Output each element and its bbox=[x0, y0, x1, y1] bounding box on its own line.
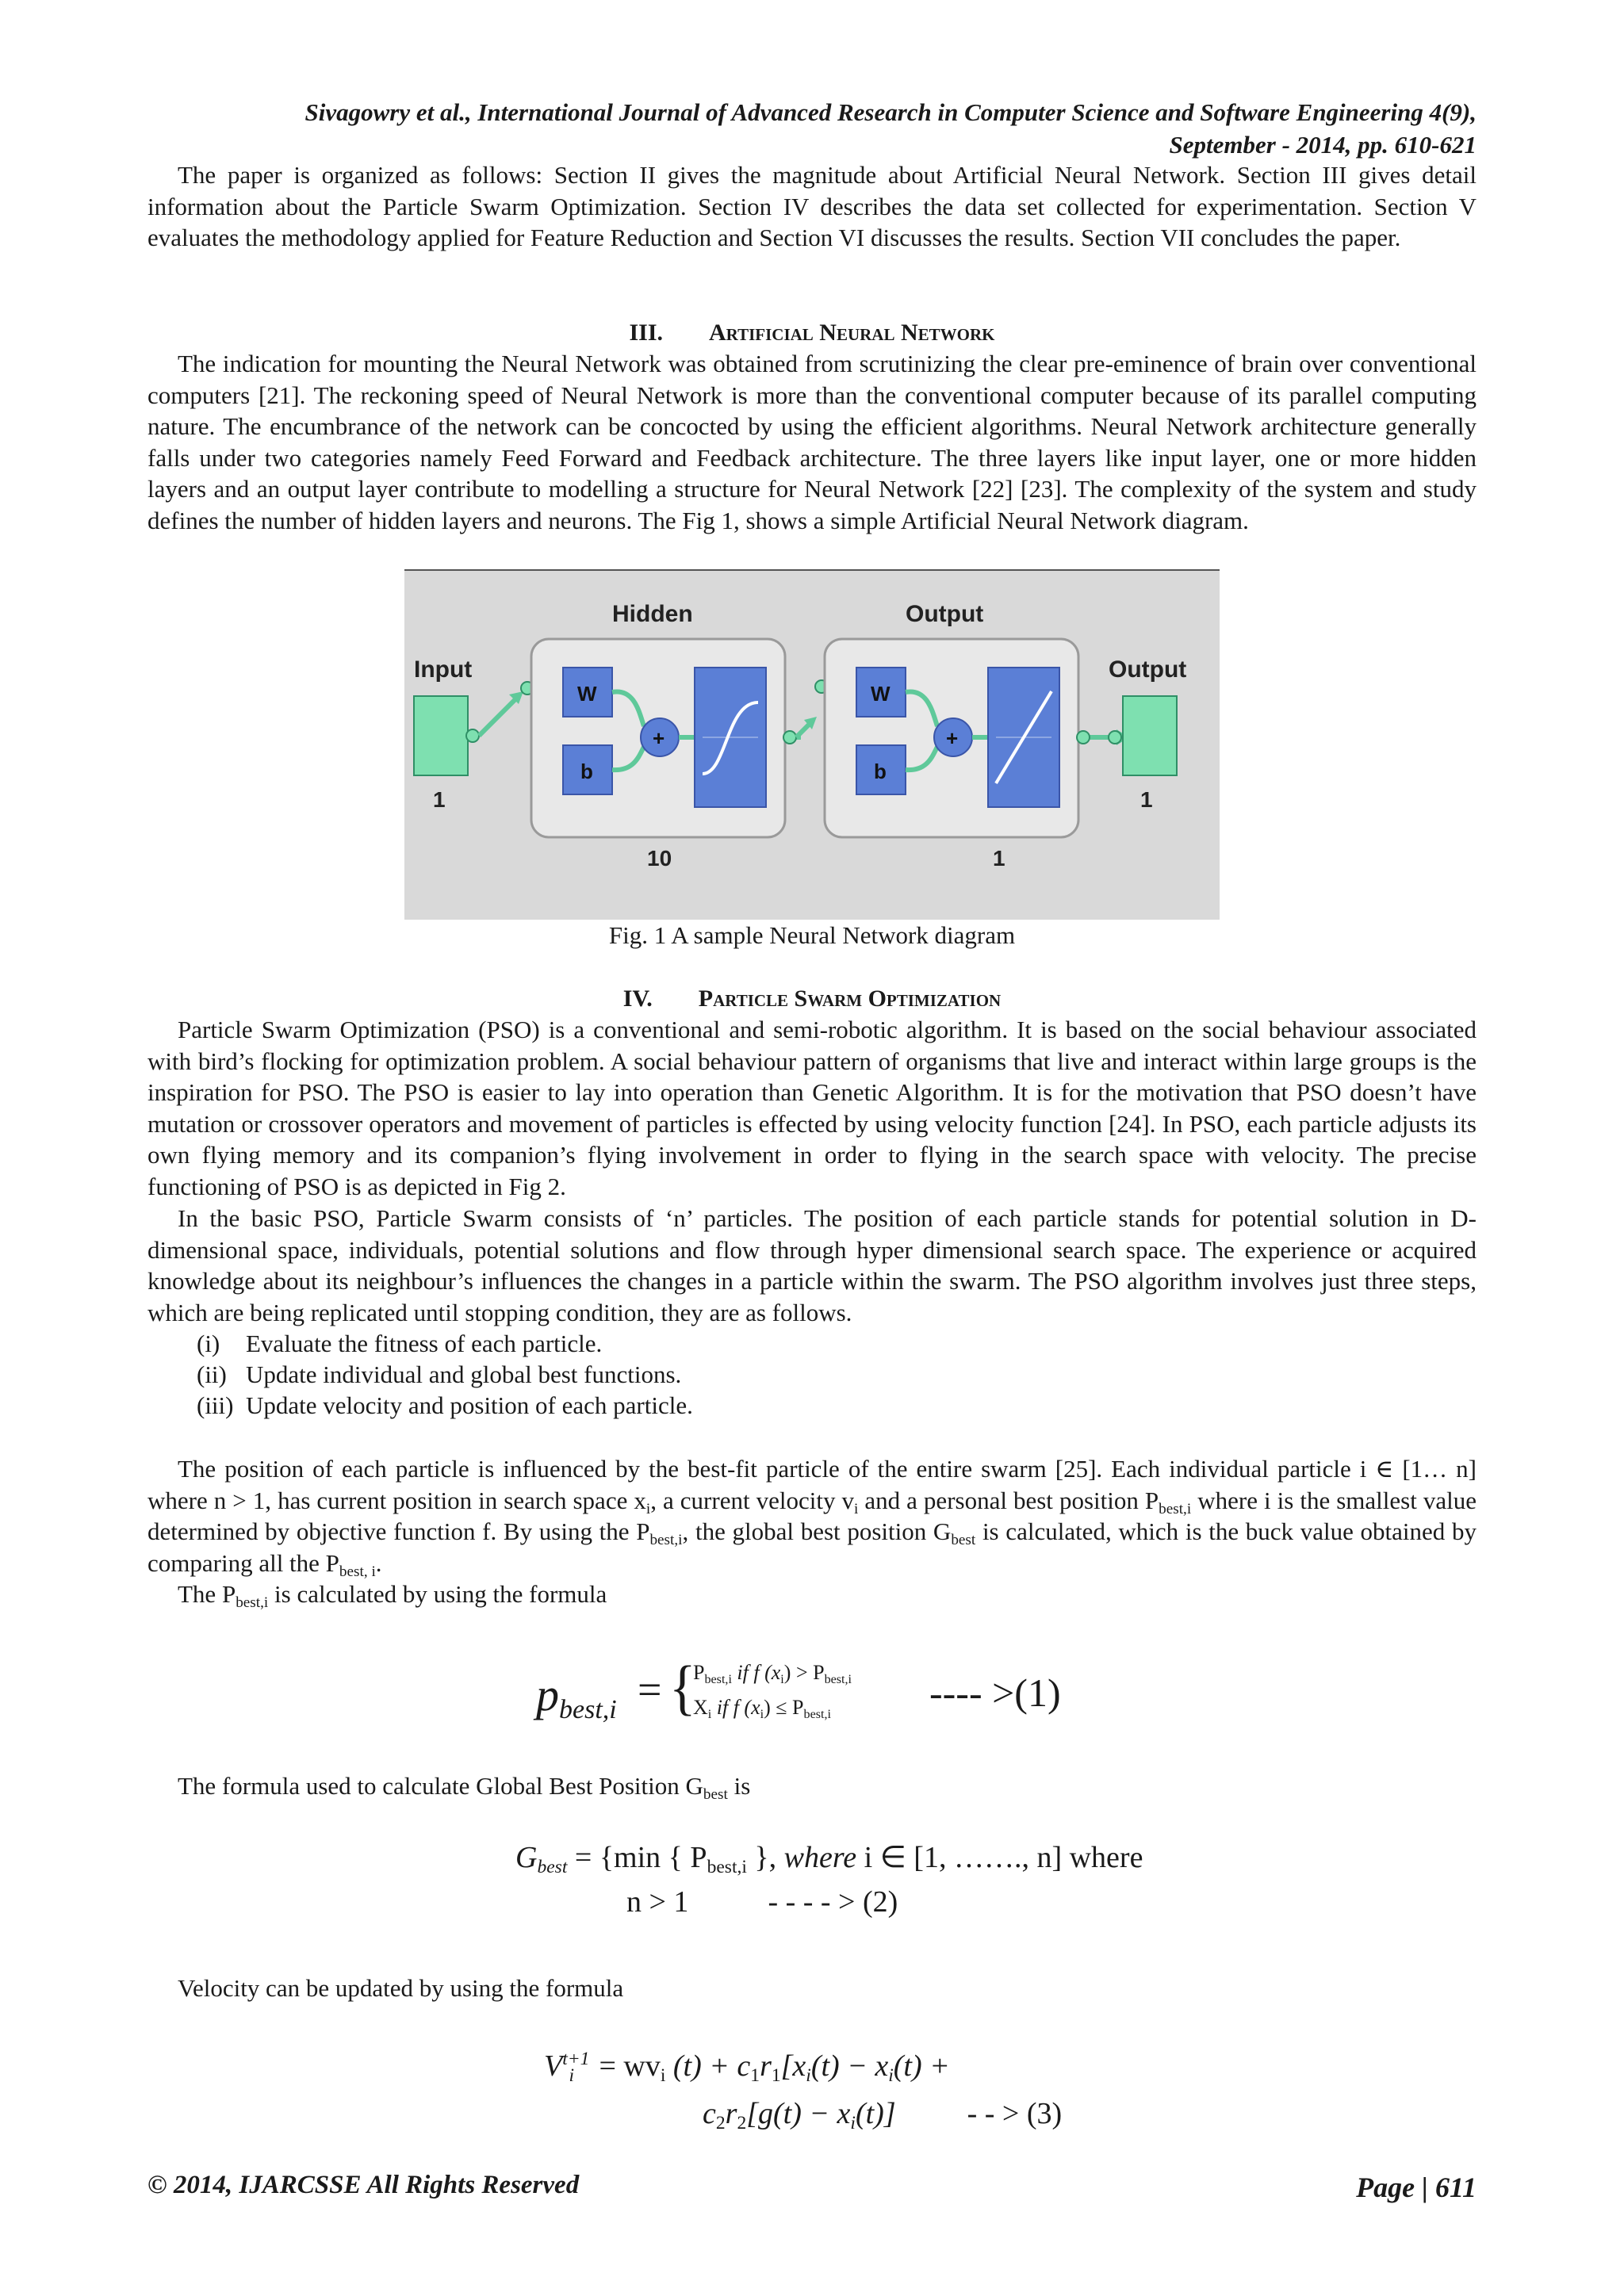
section-4-title: Particle Swarm Optimization bbox=[698, 985, 1002, 1012]
output-size: 1 bbox=[1140, 787, 1153, 812]
equation-3 bbox=[544, 2045, 1178, 2149]
intro-paragraph: The paper is organized as follows: Section II gives the magnitude about Artificial Neural Network. Section III gives detail information about the Particle Swarm Optimization. Section IV describes the data set collected for experimentation. Section V evaluates the methodology applied for Feature Reduction and Section VI discusses the results. Section VII concludes the paper. bbox=[147, 161, 1477, 251]
section-3-title: Artificial Neural Network bbox=[709, 320, 995, 346]
hidden-sum-symbol: + bbox=[653, 726, 665, 750]
section-4-heading bbox=[147, 983, 1477, 1015]
journal-header-line2: September - 2014, pp. 610-621 bbox=[1169, 131, 1477, 159]
pso-step-marker: (ii) bbox=[197, 1360, 227, 1388]
section-4-paragraph-2: In the basic PSO, Particle Swarm consists of ‘n’ particles. The position of each particle stands for potential solution in D-dimensional space, individuals, potential solutions and flow through hyper dimensional search space. The experience or acquired knowledge about its neighbour’s influences the changes in a particle within the swarm. The PSO algorithm involves just three steps, which are being replicated until stopping condition, they are as follows. bbox=[147, 1204, 1477, 1326]
hidden-size: 10 bbox=[647, 846, 672, 871]
output-sum-symbol: + bbox=[946, 726, 959, 750]
pso-step-marker: (i) bbox=[197, 1330, 220, 1357]
eq1-brace: { bbox=[669, 1655, 696, 1722]
footer-page-number: Page | 611 bbox=[1356, 2172, 1477, 2203]
pso-step-text: Update individual and global best functions. bbox=[246, 1360, 682, 1388]
pso-step-1 bbox=[197, 1328, 602, 1360]
eq2-line1: $G_{best} = \{\min$ { $P_{best,i}$ }, where i ∈ [1, ……., n] where bbox=[515, 1841, 1143, 1878]
hidden-label: Hidden bbox=[612, 601, 693, 627]
output-layer-size: 1 bbox=[993, 846, 1005, 871]
neural-network-figure bbox=[404, 569, 1220, 920]
figure-1-caption: Fig. 1 A sample Neural Network diagram bbox=[608, 921, 1016, 949]
output-node bbox=[1123, 696, 1177, 775]
section-3-paragraph: The indication for mounting the Neural Network was obtained from scrutinizing the clear pre-eminence of brain over conventional computers [21]. The reckoning speed of Neural Network is more than the conventional computer because of its parallel computing nature. The encumbrance of the network can be concocted by using the efficient algorithms. Neural Network architecture generally falls under two categories namely Feed Forward and Feedback architecture. The three layers like input layer, one or more hidden layers and an output layer contribute to modelling a structure for Neural Network [22] [23]. The complexity of the system and study defines the number of hidden layers and neurons. The Fig 1, shows a simple Artificial Neural Network diagram. bbox=[147, 350, 1477, 534]
figure-background bbox=[404, 569, 1220, 920]
eq1-tag: ---- >(1) bbox=[929, 1670, 1061, 1715]
equation-2 bbox=[515, 1838, 1150, 1925]
output-weight-label: W bbox=[871, 682, 891, 706]
connector-dot bbox=[1077, 731, 1090, 744]
gbest-intro: The formula used to calculate Global Best Position $G_{best}$ is bbox=[178, 1772, 751, 1803]
input-size: 1 bbox=[433, 787, 446, 812]
hidden-bias-label: b bbox=[580, 760, 593, 783]
section-3-number: III. bbox=[629, 320, 664, 346]
journal-header-line1: Sivagowry et al., International Journal of Advanced Research in Computer Science and Software Engineering 4(9), bbox=[304, 98, 1477, 126]
pbest-intro: The $P_{best,i}$ is calculated by using the formula bbox=[178, 1580, 607, 1611]
eq3-line1: $V^{t+1}_i = wv_i$ $(t) + c_1r_1[x_i(t) - x_i(t)$ + bbox=[544, 2048, 950, 2087]
connector-dot bbox=[783, 731, 796, 744]
pso-step-marker: (iii) bbox=[197, 1391, 234, 1419]
pso-step-2 bbox=[197, 1359, 681, 1391]
equation-1 bbox=[536, 1657, 1107, 1733]
eq3-line2: $c_2r_2[g(t) - x_i(t)]$ - - > (3) bbox=[703, 2097, 1063, 2134]
output-layer-label: Output bbox=[906, 601, 984, 627]
output-label: Output bbox=[1109, 656, 1187, 683]
eq1-equals: = bbox=[638, 1666, 662, 1713]
footer-copyright: © 2014, IJARCSSE All Rights Reserved bbox=[147, 2171, 580, 2199]
input-label: Input bbox=[414, 656, 473, 683]
connector-dot bbox=[466, 729, 479, 742]
eq1-case1: $P_{best,i}$ if f $(x_i) > P_{best,i}$ bbox=[693, 1661, 852, 1686]
pso-step-text: Evaluate the fitness of each particle. bbox=[246, 1330, 603, 1357]
eq2-line2: n > 1 - - - - > (2) bbox=[626, 1885, 898, 1919]
input-node bbox=[414, 696, 468, 775]
pso-step-text: Update velocity and position of each particle. bbox=[246, 1391, 693, 1419]
output-bias-label: b bbox=[874, 760, 887, 783]
eq1-case2: $X_i$ if f $(x_i) \le P_{best,i}$ bbox=[693, 1696, 831, 1721]
section-4-number: IV. bbox=[622, 985, 653, 1012]
eq1-lhs: $p_{best,i}$ bbox=[536, 1669, 617, 1725]
connector-dot bbox=[1109, 731, 1121, 744]
hidden-weight-label: W bbox=[577, 682, 597, 706]
pso-step-3 bbox=[197, 1390, 693, 1422]
section-3-heading bbox=[147, 317, 1477, 349]
section-4-paragraph-1: Particle Swarm Optimization (PSO) is a conventional and semi-robotic algorithm. It is based on the social behaviour associated with bird’s flocking for optimization problem. A social behaviour pattern of organisms that live and interact within large groups is the inspiration for PSO. The PSO is easier to lay into operation than Genetic Algorithm. It is for the motivation that PSO doesn’t have mutation or crossover operators and movement of particles is effected by using velocity function [24]. In PSO, each particle adjusts its own flying memory and its companion’s flying involvement in order to flying in the search space with velocity. The precise functioning of PSO is as depicted in Fig 2. bbox=[147, 1016, 1477, 1200]
velocity-intro: Velocity can be updated by using the formula bbox=[178, 1974, 624, 2002]
section-4-paragraph-3: The position of each particle is influenced by the best-fit particle of the entire swarm [25]. Each individual particle i ∈ [1… n] where n > 1, has current position in search space $x_i$, a current velocity $v_i$ and a personal best position $P_{best,i}$ where i is the smallest value determined by objective function f. By using the $P_{best,i}$, the global best position $G_{best}$ is calculated, which is the buck value obtained by comparing all the $P_{best, i}$. bbox=[147, 1455, 1477, 1580]
